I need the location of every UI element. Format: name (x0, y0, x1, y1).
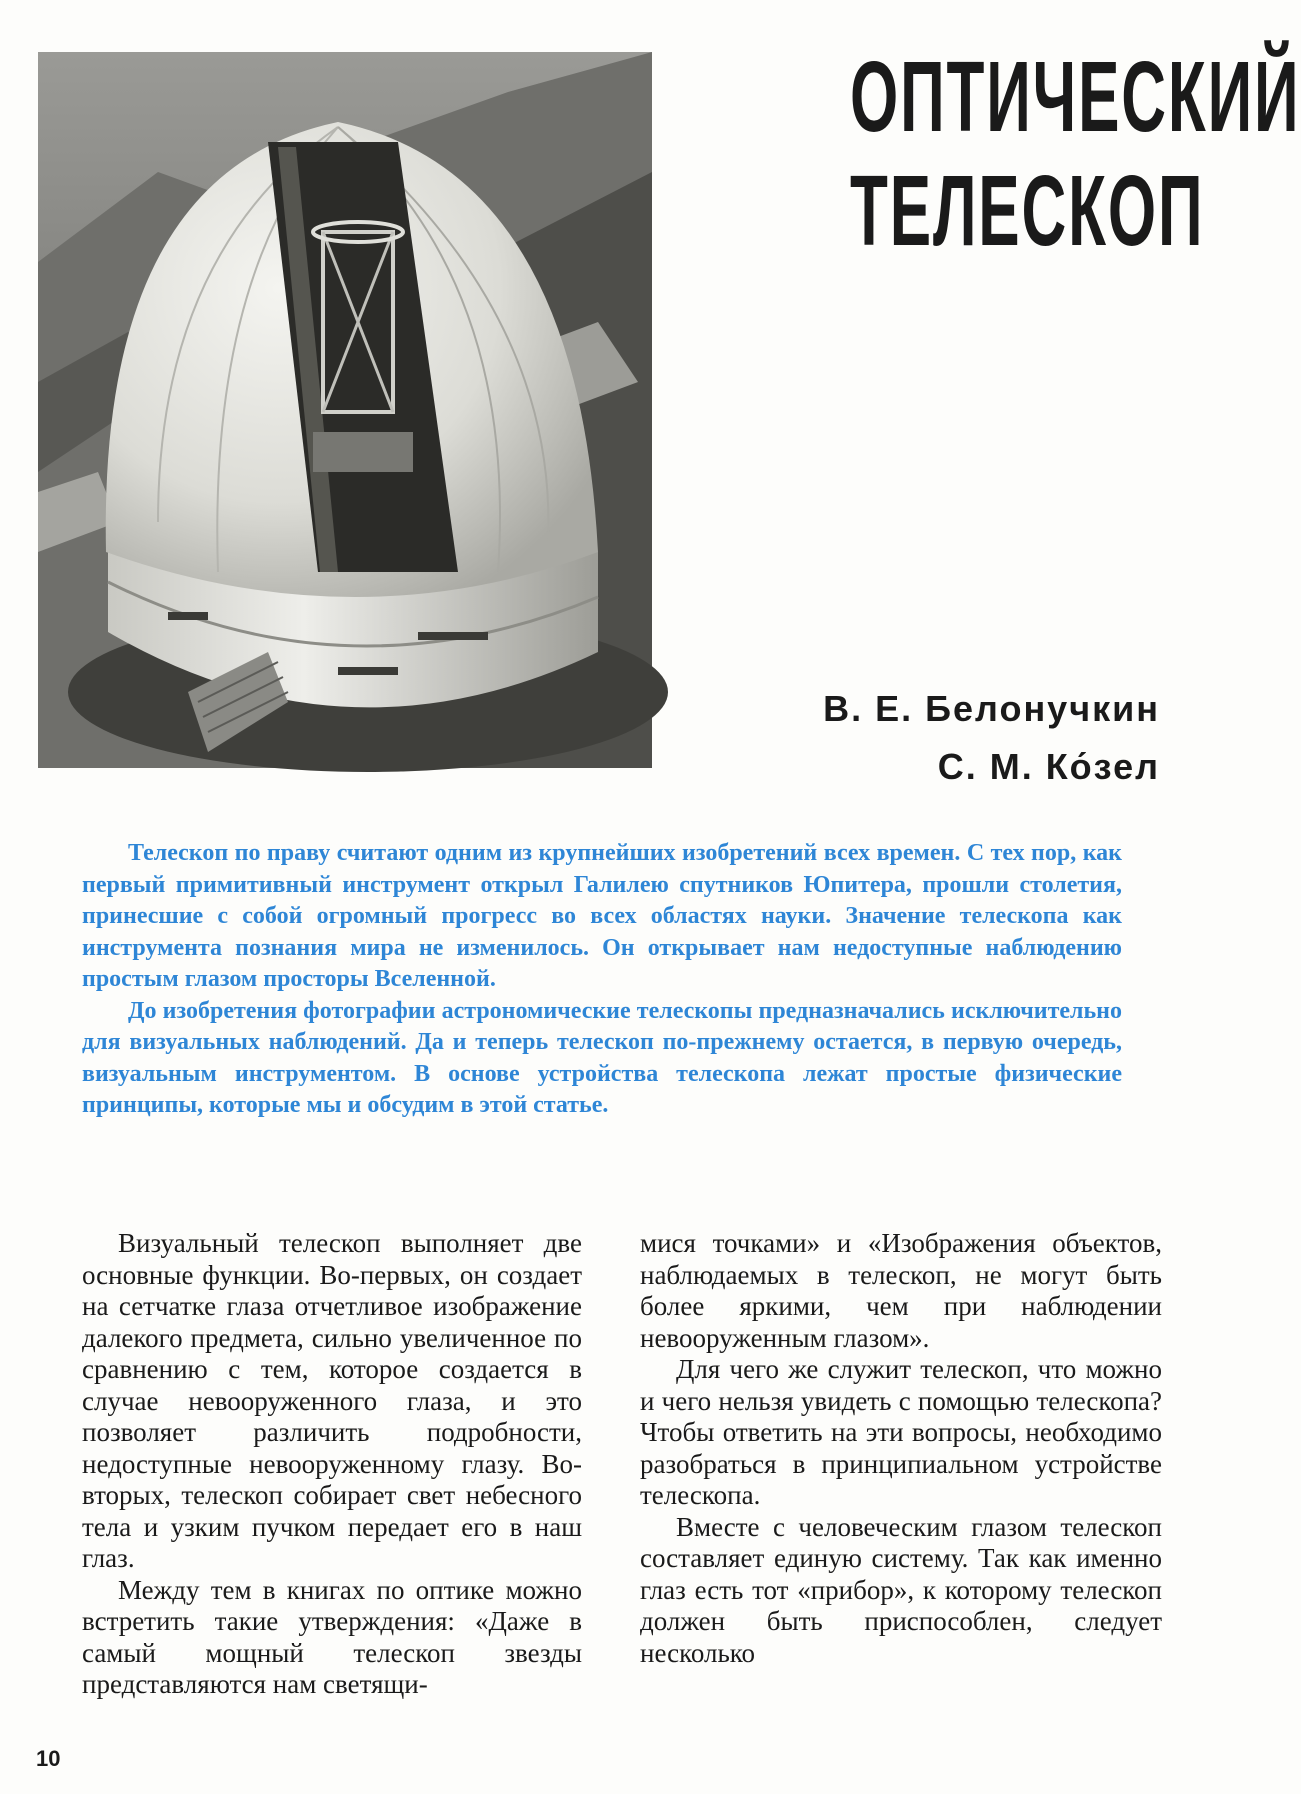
telescope-dome-illustration (38, 52, 652, 768)
author-belonuchkin: В. Е. Белонучкин (823, 688, 1160, 729)
lead-paragraph-1: Телескоп по праву считают одним из крупнейших изобретений всех времен. С тех пор, как первый примитивный инструмент открыл Галилею спутников Юпитера, прошли столетия, принесшие с собой огромный прогресс во всех областях науки. Значение телескопа как инструмента познания мира не изменилось. Он открывает нам недоступные наблюдению простым глазом просторы Вселенной. (82, 840, 1122, 992)
body-paragraph-continued: мися точками» и «Изображения объектов, наблюдаемых в телескоп, не могут быть более яркими, чем при наблюдении невооруженным глазом». (640, 1228, 1162, 1353)
body-column-left (82, 1228, 582, 1701)
title-line-2: ТЕЛЕСКОП (850, 155, 1205, 267)
title-line-1: ОПТИЧЕСКИЙ (850, 41, 1301, 153)
body-paragraph: Между тем в книгах по оптике можно встретить такие утверждения: «Даже в самый мощный телескоп звезды представляются нам светящи- (82, 1574, 582, 1699)
authors-block (823, 680, 1160, 796)
lead-text (82, 838, 1122, 1122)
body-paragraph: Для чего же служит телескоп, что можно и чего нельзя увидеть с помощью телескопа? Чтобы ответить на эти вопросы, необходимо разобраться в принципиальном устройстве телескопа. (640, 1354, 1162, 1510)
body-column-right (640, 1228, 1162, 1669)
body-paragraph: Вместе с человеческим глазом телескоп составляет единую систему. Так как именно глаз есть тот «прибор», к которому телескоп должен быть приспособлен, следует несколько (640, 1511, 1162, 1668)
body-paragraph: Визуальный телескоп выполняет две основные функции. Во-первых, он создает на сетчатке глаза отчетливое изображение далекого предмета, сильно увеличенное по сравнению с тем, которое создается в случае невооруженного глаза, и это позволяет различить подробности, недоступные невооруженному глазу. Во-вторых, телескоп собирает свет небесного тела и узким пучком передает его в наш глаз. (82, 1228, 582, 1573)
lead-paragraph-2: До изобретения фотографии астрономические телескопы предназначались исключительно для визуальных наблюдений. Да и теперь телескоп по-прежнему остается, в первую очередь, визуальным инструментом. В основе устройства телескопа лежат простые физические принципы, которые мы и обсудим в этой статье. (82, 997, 1122, 1118)
article-title (850, 40, 1301, 268)
observatory-photo (38, 52, 652, 768)
page-number: 10 (36, 1746, 61, 1771)
author-kozel: С. М. Ко́зел (937, 746, 1160, 787)
